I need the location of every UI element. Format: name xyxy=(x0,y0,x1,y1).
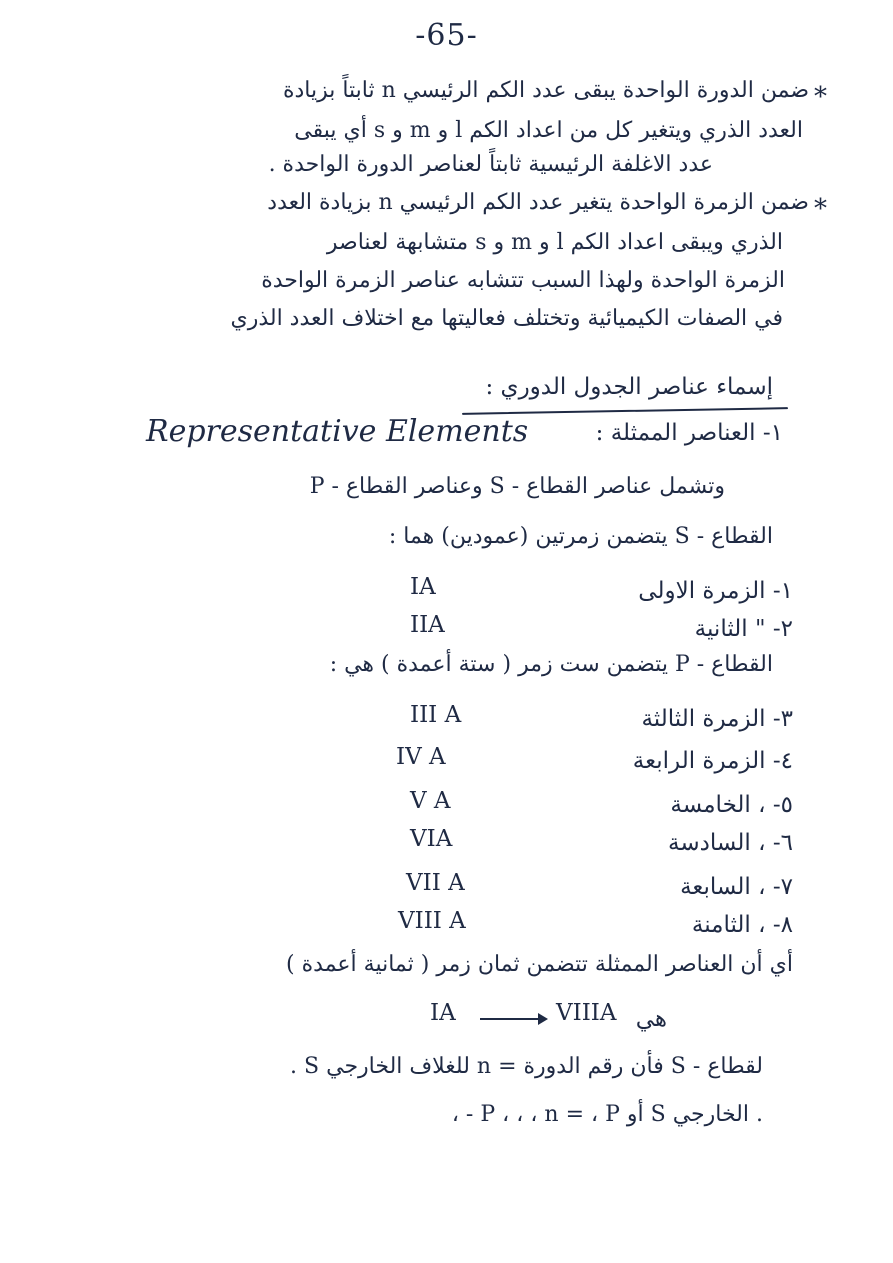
includes-line: وتشمل عناصر القطاع - S وعناصر القطاع - P xyxy=(309,474,725,499)
para2-line-2: الذري ويبقى اعداد الكم l و m و s متشابهة لعناصر xyxy=(326,230,783,255)
bullet-1: * xyxy=(814,82,827,112)
para1-line-1: ضمن الدورة الواحدة يبقى عدد الكم الرئيسي n ثابتاً بزيادة xyxy=(282,78,809,103)
p-group-6-label: ٦- ، السادسة xyxy=(668,830,793,856)
p-group-7-label: ٧- ، السابعة xyxy=(680,874,793,900)
p-group-6-code: VIA xyxy=(410,826,453,852)
s-group-1-code: IA xyxy=(410,574,436,600)
p-group-4-code: IV A xyxy=(396,744,446,770)
p-group-3-code: III A xyxy=(410,702,462,728)
s-block-intro: القطاع - S يتضمن زمرتين (عمودين) هما : xyxy=(388,524,773,549)
p-group-8-label: ٨- ، الثامنة xyxy=(691,912,793,938)
rule-s-block: لقطاع - S فأن رقم الدورة = n للغلاف الخارجي S . xyxy=(290,1054,763,1079)
range-word: هي xyxy=(635,1006,667,1032)
section1-title-ar: ١- العناصر الممثلة : xyxy=(595,420,783,446)
p-block-intro: القطاع - P يتضمن ست زمر ( ستة أعمدة ) هي : xyxy=(329,652,773,677)
range-from: IA xyxy=(430,1000,456,1026)
page-number: -65- xyxy=(415,18,478,53)
para2-line-3: الزمرة الواحدة ولهذا السبب تتشابه عناصر الزمرة الواحدة xyxy=(261,268,785,293)
p-group-5-code: V A xyxy=(410,788,451,814)
para2-line-4: في الصفات الكيميائية وتختلف فعاليتها مع اختلاف العدد الذري xyxy=(230,306,783,331)
summary-line: أي أن العناصر الممثلة تتضمن ثمان زمر ( ثمانية أعمدة ) xyxy=(286,952,793,977)
para1-line-2: العدد الذري ويتغير كل من اعداد الكم l و m و s أي يبقى xyxy=(294,118,803,143)
section1-title-en: Representative Elements xyxy=(146,414,529,449)
para1-line-3: عدد الاغلفة الرئيسية ثابتاً لعناصر الدورة الواحدة . xyxy=(268,152,713,177)
rule-p-block: ، - P ، ، ، n = ، P أو S الخارجي . xyxy=(451,1102,763,1127)
s-group-2-label: ٢- " الثانية xyxy=(694,616,793,642)
s-group-1-label: ١- الزمرة الاولى xyxy=(638,578,793,604)
s-group-2-code: IIA xyxy=(410,612,445,638)
bullet-2: * xyxy=(814,194,827,224)
section-heading: إسماء عناصر الجدول الدوري : xyxy=(485,374,773,400)
para2-line-1: ضمن الزمرة الواحدة يتغير عدد الكم الرئيسي n بزيادة العدد xyxy=(267,190,809,215)
p-group-3-label: ٣- الزمرة الثالثة xyxy=(641,706,793,732)
range-arrow-icon xyxy=(480,1018,546,1020)
p-group-8-code: VIII A xyxy=(398,908,466,934)
range-to: VIIIA xyxy=(556,1000,617,1026)
p-group-4-label: ٤- الزمرة الرابعة xyxy=(632,748,793,774)
p-group-7-code: VII A xyxy=(406,870,465,896)
p-group-5-label: ٥- ، الخامسة xyxy=(670,792,793,818)
